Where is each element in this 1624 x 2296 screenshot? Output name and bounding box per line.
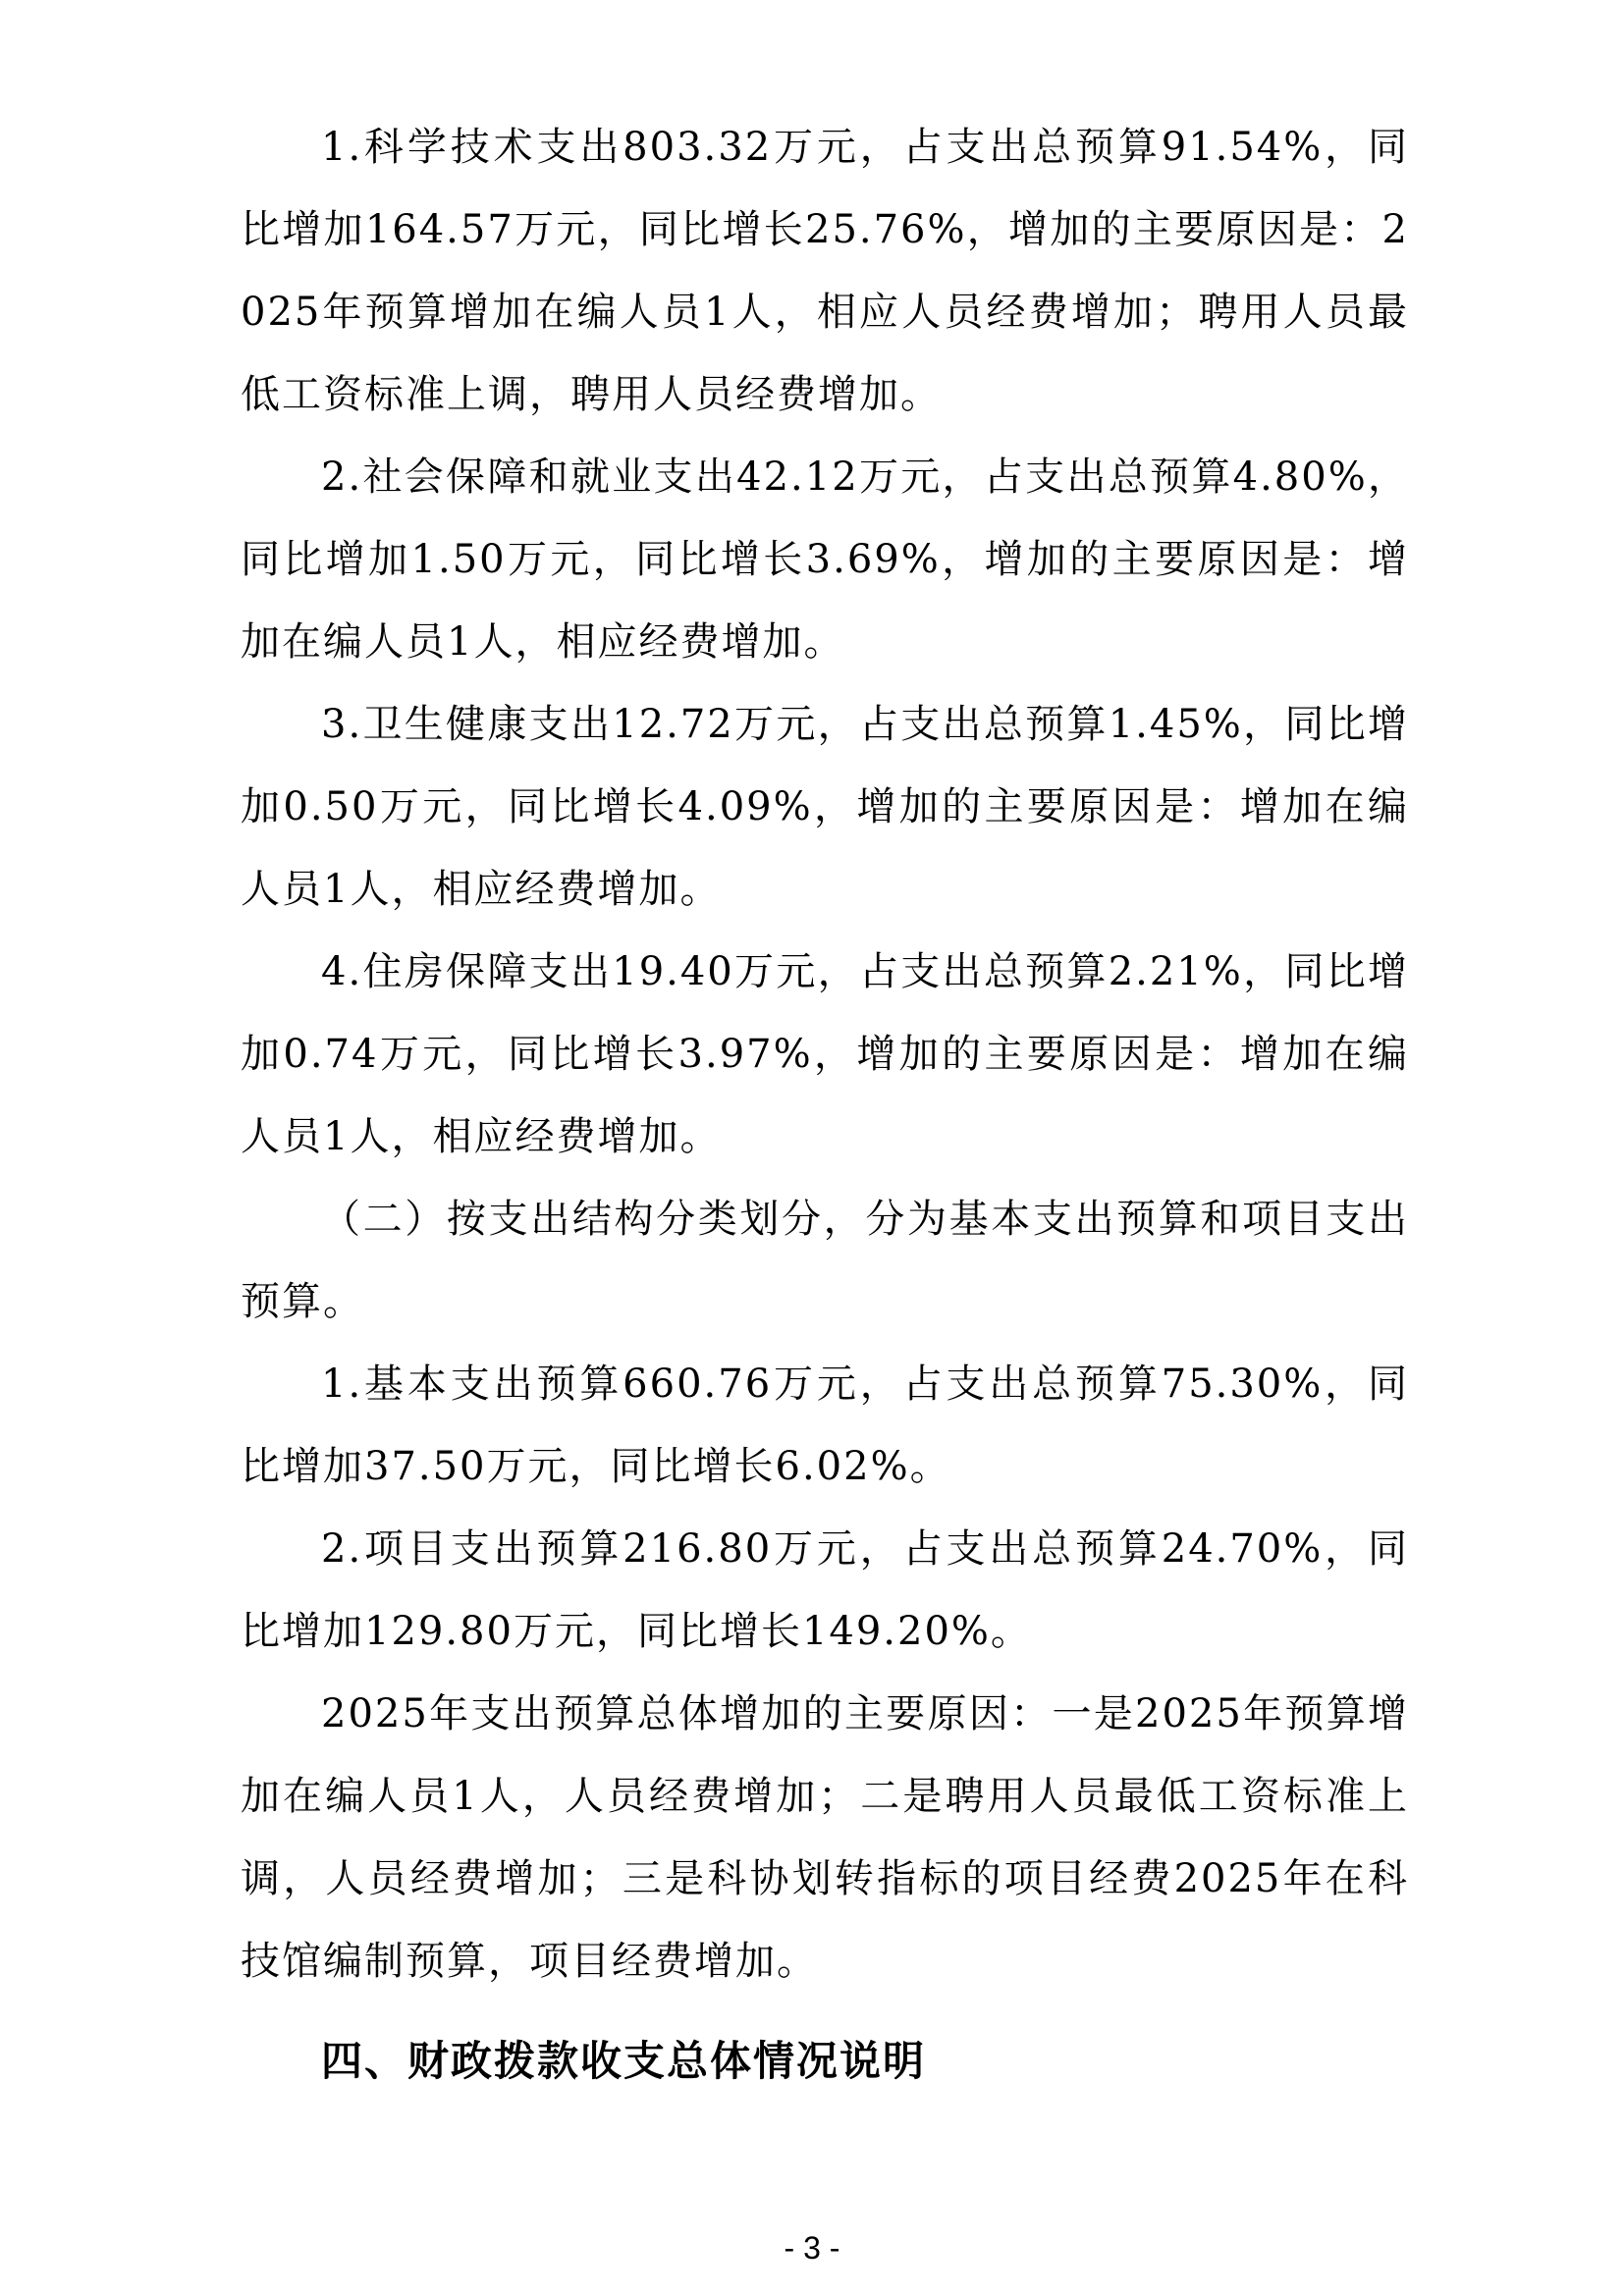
paragraph-structure-classification: （二）按支出结构分类划分，分为基本支出预算和项目支出预算。 xyxy=(241,1197,1409,1324)
paragraph-project-expense: 2.项目支出预算216.80万元，占支出总预算24.70%，同比增加129.80万元，同比增长149.20%。 xyxy=(241,1526,1409,1654)
document-body xyxy=(241,106,1409,2002)
paragraph-science-tech-expense: 1.科学技术支出803.32万元，占支出总预算91.54%，同比增加164.57万元，同比增长25.76%，增加的主要原因是：2025年预算增加在编人员1人，相应人员经费增加；聘用人员最低工资标准上调，聘用人员经费增加。 xyxy=(241,125,1409,417)
section-heading: 四、财政拨款收支总体情况说明 xyxy=(321,2037,927,2085)
paragraph-social-security-expense: 2.社会保障和就业支出42.12万元，占支出总预算4.80%，同比增加1.50万元，同比增长3.69%，增加的主要原因是：增加在编人员1人，相应经费增加。 xyxy=(241,454,1409,665)
paragraph-health-expense: 3.卫生健康支出12.72万元，占支出总预算1.45%，同比增加0.50万元，同比增长4.09%，增加的主要原因是：增加在编人员1人，相应经费增加。 xyxy=(241,702,1409,912)
paragraph-overall-increase-reasons: 2025年支出预算总体增加的主要原因：一是2025年预算增加在编人员1人，人员经费增加；二是聘用人员最低工资标准上调，人员经费增加；三是科协划转指标的项目经费2025年在科技馆编制预算，项目经费增加。 xyxy=(241,1691,1409,1984)
paragraph-housing-expense: 4.住房保障支出19.40万元，占支出总预算2.21%，同比增加0.74万元，同比增长3.97%，增加的主要原因是：增加在编人员1人，相应经费增加。 xyxy=(241,949,1409,1159)
paragraph-basic-expense: 1.基本支出预算660.76万元，占支出总预算75.30%，同比增加37.50万元，同比增长6.02%。 xyxy=(241,1362,1409,1489)
page-number: - 3 - xyxy=(784,2230,840,2266)
